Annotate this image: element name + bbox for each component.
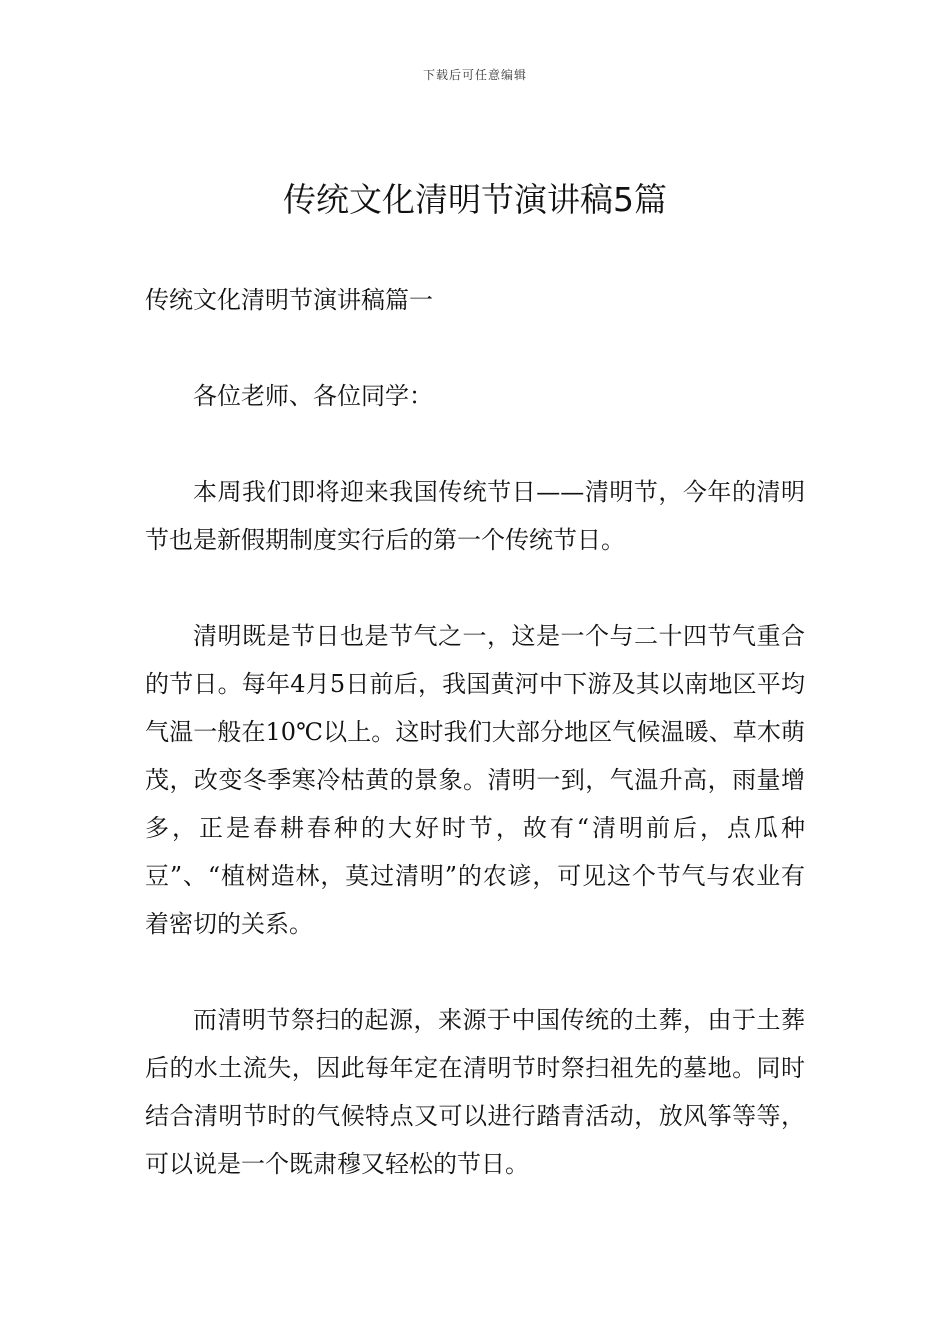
header-note: 下载后可任意编辑 [422,68,527,82]
document-title: 传统文化清明节演讲稿5篇 [283,180,667,219]
paragraph-origin: 而清明节祭扫的起源，来源于中国传统的土葬，由于土葬后的水土流失，因此每年定在清明节时祭扫祖先的墓地。同时结合清明节时的气候特点又可以进行踏青活动，放风筝等等，可以说是一个既肃穆又轻松的节日。 [145,1006,805,1178]
paragraph-intro: 本周我们即将迎来我国传统节日——清明节，今年的清明节也是新假期制度实行后的第一个传统节日。 [145,478,805,554]
paragraph-solar-term: 清明既是节日也是节气之一，这是一个与二十四节气重合的节日。每年4月5日前后，我国黄河中下游及其以南地区平均气温一般在10℃以上。这时我们大部分地区气候温暖、草木萌茂，改变冬季寒冷枯黄的景象。清明一到，气温升高，雨量增多，正是春耕春种的大好时节，故有“清明前后，点瓜种豆”、“植树造林，莫过清明”的农谚，可见这个节气与农业有着密切的关系。 [145,622,805,938]
paragraph-greeting: 各位老师、各位同学： [193,382,433,410]
section-heading: 传统文化清明节演讲稿篇一 [145,286,433,314]
document-body [145,276,805,1236]
